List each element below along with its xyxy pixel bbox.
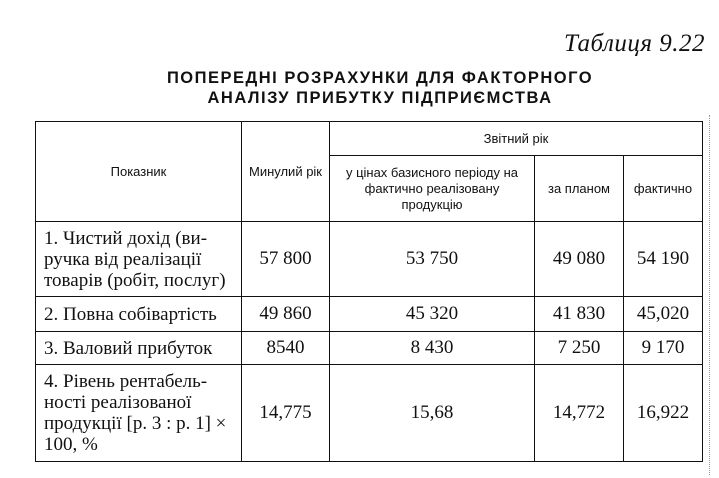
header-base-prices: у цінах базисного періоду на фактично реалізовану продукцію: [330, 156, 535, 222]
header-planned: за планом: [535, 156, 624, 222]
cell-actual: 16,922: [624, 365, 703, 462]
table-row: [36, 222, 703, 297]
cell-actual: 54 190: [624, 222, 703, 297]
cell-base-prices: 8 430: [330, 332, 535, 365]
table-row: [36, 332, 703, 365]
row-label: 4. Рівень рентабель-ності реалізованої продукції [р. 3 : р. 1] × 100, %: [36, 365, 242, 462]
cell-planned: 7 250: [535, 332, 624, 365]
cell-planned: 14,772: [535, 365, 624, 462]
cell-last-year: 8540: [242, 332, 330, 365]
table-caption: Таблиця 9.22: [564, 30, 705, 57]
cell-base-prices: 45 320: [330, 297, 535, 332]
cell-base-prices: 15,68: [330, 365, 535, 462]
data-table: [35, 121, 703, 462]
row-label: 2. Повна собівартість: [36, 297, 242, 332]
cell-actual: 9 170: [624, 332, 703, 365]
cell-base-prices: 53 750: [330, 222, 535, 297]
header-actual: фактично: [624, 156, 703, 222]
row-label: 3. Валовий прибуток: [36, 332, 242, 365]
cell-planned: 49 080: [535, 222, 624, 297]
cell-last-year: 57 800: [242, 222, 330, 297]
cell-planned: 41 830: [535, 297, 624, 332]
header-report-year: Звітний рік: [330, 122, 703, 156]
table-title-line1: ПОПЕРЕДНІ РОЗРАХУНКИ ДЛЯ ФАКТОРНОГО: [166, 69, 594, 87]
table-title-line2: АНАЛІЗУ ПРИБУТКУ ПІДПРИЄМСТВА: [207, 89, 553, 107]
table-row: [36, 297, 703, 332]
cell-actual: 45,020: [624, 297, 703, 332]
cell-last-year: 14,775: [242, 365, 330, 462]
header-indicator: Показник: [36, 122, 242, 222]
header-last-year: Минулий рік: [242, 122, 330, 222]
row-label: 1. Чистий дохід (ви-ручка від реалізації товарів (робіт, послуг): [36, 222, 242, 297]
cell-last-year: 49 860: [242, 297, 330, 332]
table-row: [36, 365, 703, 462]
scan-edge: [709, 115, 716, 475]
